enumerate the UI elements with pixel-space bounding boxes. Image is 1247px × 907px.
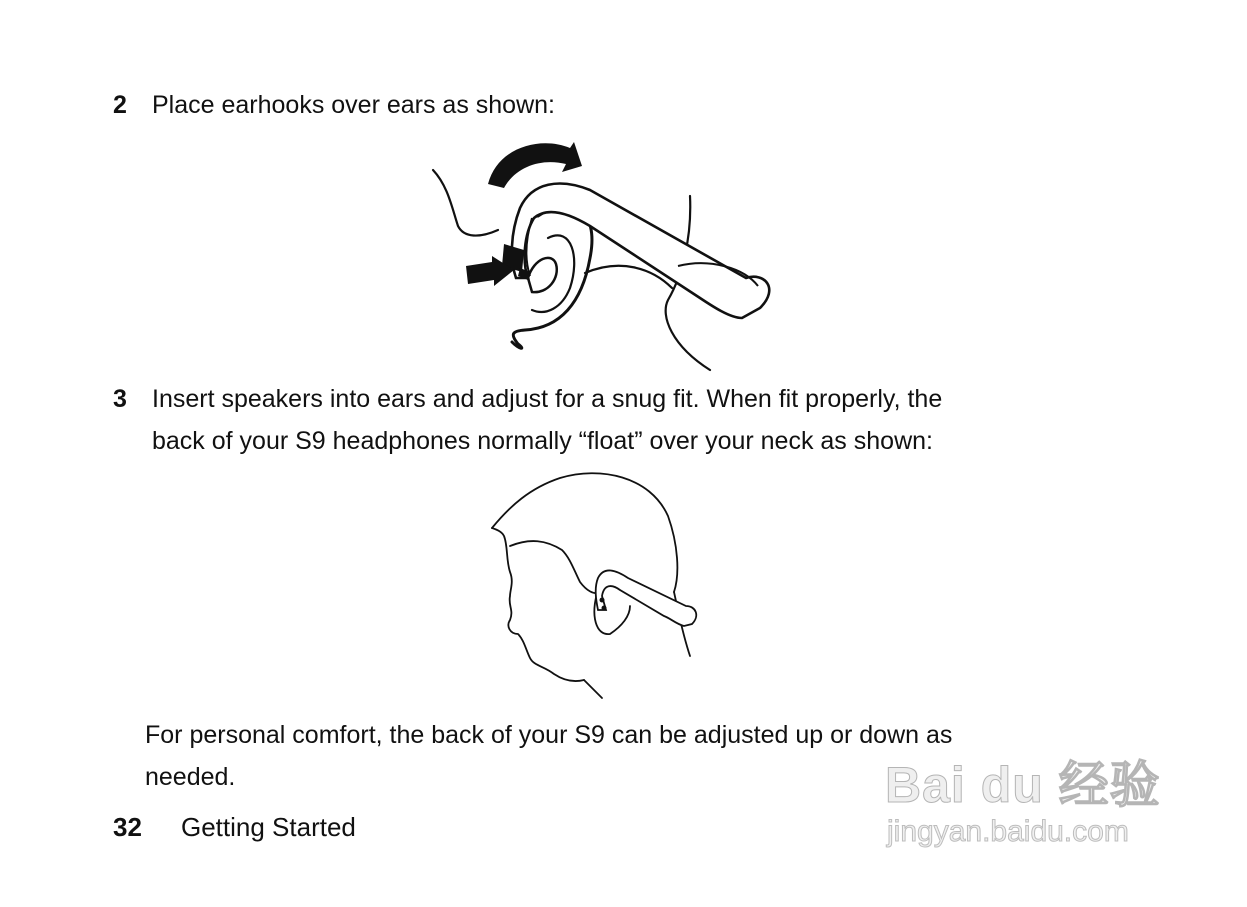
watermark-logo: Bai du 经验 <box>885 757 1161 813</box>
watermark-url: jingyan.baidu.com <box>887 815 1129 848</box>
comfort-note: For personal comfort, the back of your S9 can be adjusted up or down as needed. <box>145 721 953 791</box>
page-footer <box>113 812 356 843</box>
step-number: 2 <box>113 91 127 119</box>
section-title: Getting Started <box>181 812 356 842</box>
earhook-placement-illustration <box>420 138 780 373</box>
baidu-jingyan-watermark <box>885 745 1185 865</box>
page-number: 32 <box>113 812 142 842</box>
head-side-view-illustration <box>480 466 720 706</box>
step-number: 3 <box>113 385 127 413</box>
step-text: Insert speakers into ears and adjust for a snug fit. When fit properly, the back of your S9 headphones normally “float” over your neck as shown: <box>152 385 943 455</box>
step-text: Place earhooks over ears as shown: <box>152 91 555 119</box>
